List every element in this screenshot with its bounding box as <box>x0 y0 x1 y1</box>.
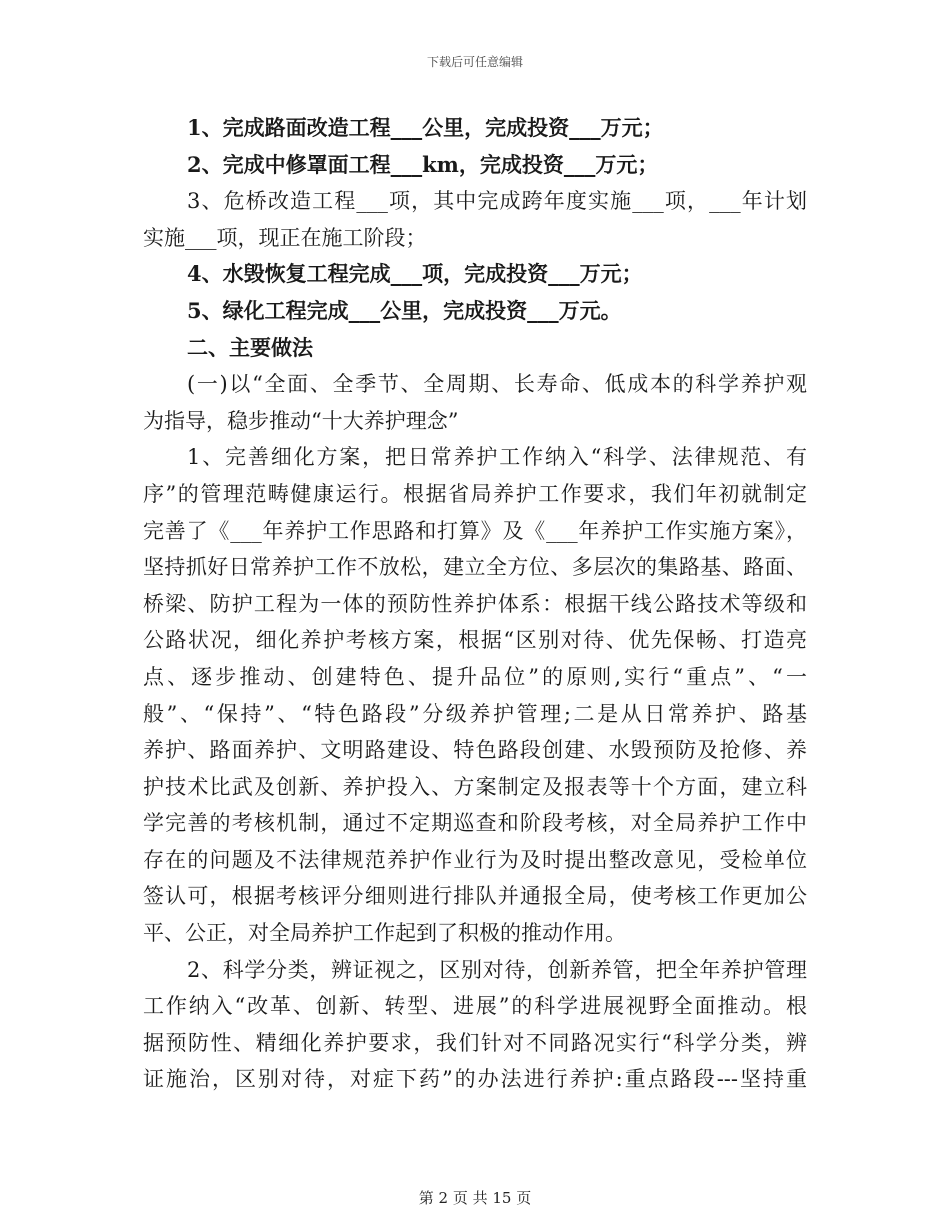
paragraph-1-line: 公路状况，细化养护考核方案，根据“区别对待、优先保畅、打造亮 <box>143 628 807 653</box>
paragraph-1-line: 桥梁、防护工程为一体的预防性养护体系：根据干线公路技术等级和 <box>143 591 807 616</box>
paragraph-1-line: 般”、“保持”、“特色路段”分级养护管理;二是从日常养护、路基 <box>143 701 807 726</box>
paragraph-2-line: 2、科学分类，辨证视之，区别对待，创新养管，把全年养护管理 <box>187 957 807 982</box>
subsection-1-line-1: (一)以“全面、全季节、全周期、长寿命、低成本的科学养护观 <box>187 372 807 397</box>
paragraph-1-line: 存在的问题及不法律规范养护作业行为及时提出整改意见，受检单位 <box>143 847 807 872</box>
section-heading-main-practices: 二、主要做法 <box>187 334 313 360</box>
paragraph-1-line: 完善了《___年养护工作思路和打算》及《___年养护工作实施方案》， <box>143 518 807 543</box>
paragraph-1-line: 养护、路面养护、文明路建设、特色路段创建、水毁预防及抢修、养 <box>143 738 807 763</box>
item-bridge-line-1: 3、危桥改造工程___项，其中完成跨年度实施___项，___年计划 <box>187 189 807 214</box>
paragraph-1-line: 签认可，根据考核评分细则进行排队并通报全局，使考核工作更加公 <box>143 884 807 909</box>
page-footer: 第 2 页 共 15 页 <box>418 1189 532 1207</box>
item-road-reconstruction: 1、完成路面改造工程___公里，完成投资___万元； <box>187 115 664 140</box>
item-overlay-repair: 2、完成中修罩面工程___km，完成投资___万元； <box>187 151 659 177</box>
item-bridge-line-2: 实施___项，现正在施工阶段； <box>143 225 427 250</box>
paragraph-1-line: 1、完善细化方案，把日常养护工作纳入“科学、法律规范、有 <box>187 445 807 470</box>
page-header: 下载后可任意编辑 <box>426 55 523 69</box>
item-flood-recovery: 4、水毁恢复工程完成___项，完成投资___万元； <box>187 261 643 287</box>
paragraph-1-line: 坚持抓好日常养护工作不放松，建立全方位、多层次的集路基、路面、 <box>143 555 807 580</box>
item-greening: 5、绿化工程完成___公里，完成投资___万元。 <box>187 297 622 323</box>
paragraph-1-line: 学完善的考核机制，通过不定期巡查和阶段考核，对全局养护工作中 <box>143 811 807 836</box>
paragraph-2-line: 据预防性、精细化养护要求，我们针对不同路况实行“科学分类，辨 <box>143 1030 807 1055</box>
paragraph-2-line: 工作纳入“改革、创新、转型、进展”的科学进展视野全面推动。根 <box>143 994 807 1019</box>
paragraph-1-line: 序”的管理范畴健康运行。根据省局养护工作要求，我们年初就制定 <box>143 481 807 506</box>
subsection-1-line-2: 为指导，稳步推动“十大养护理念” <box>143 408 459 433</box>
paragraph-1-line: 护技术比武及创新、养护投入、方案制定及报表等十个方面，建立科 <box>143 774 807 799</box>
document-body <box>143 110 807 1098</box>
paragraph-1-line: 平、公正，对全局养护工作起到了积极的推动作用。 <box>143 921 626 946</box>
paragraph-2-line: 证施治，区别对待，对症下药”的办法进行养护:重点路段---坚持重 <box>143 1067 807 1092</box>
paragraph-1-line: 点、逐步推动、创建特色、提升品位”的原则,实行“重点”、“一 <box>143 664 807 689</box>
